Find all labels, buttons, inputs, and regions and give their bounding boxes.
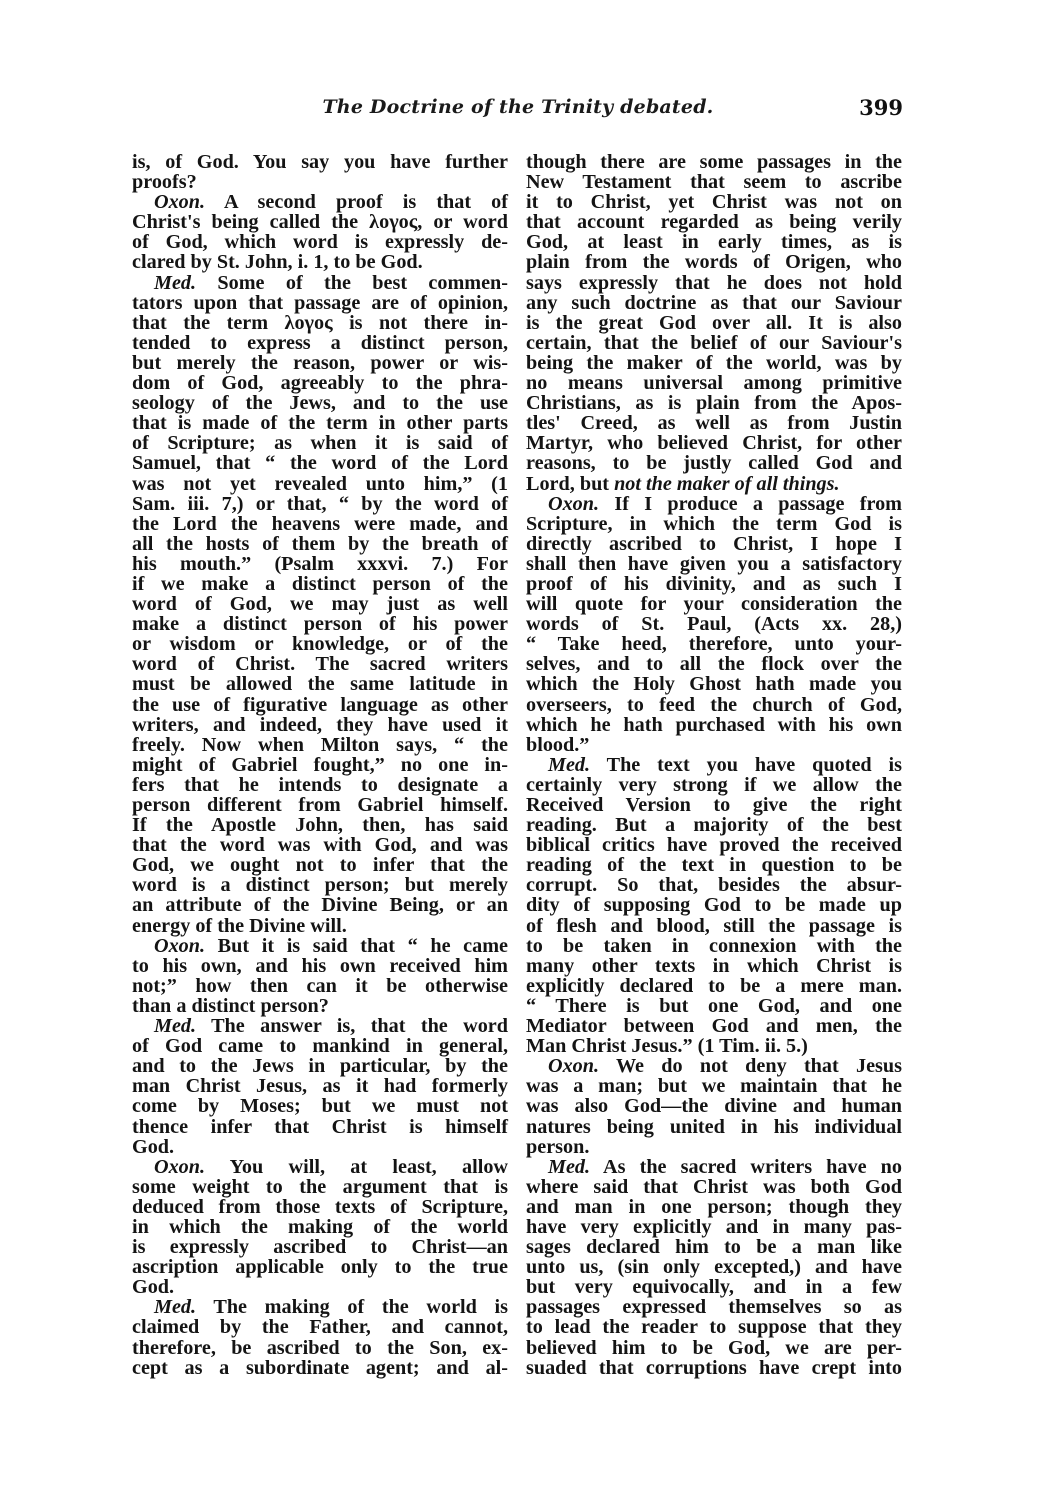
line-text: to be taken in connexion with the [526,934,902,957]
speaker-name: Oxon. [154,191,206,214]
line-text: Martyr, who believed Christ, for other [526,432,902,455]
speaker-name: Med. [154,1296,197,1319]
text-line [132,192,508,212]
text-line [526,1096,902,1116]
line-text: “ Take heed, therefore, unto your- [526,633,902,656]
text-line [526,273,902,293]
text-line [526,875,902,895]
line-text: if we make a distinct person of the [132,572,508,595]
text-line [132,594,508,614]
italic-emphasis: not the maker of all things. [614,472,840,495]
text-line [526,996,902,1016]
text-line [526,614,902,634]
text-line [526,1076,902,1096]
text-line [526,755,902,775]
text-line [132,393,508,413]
text-line [526,735,902,755]
text-line [132,1317,508,1337]
line-text: is the great God over all. It is also [526,311,902,334]
text-line [526,895,902,915]
text-line [132,835,508,855]
text-line [132,755,508,775]
text-line [132,534,508,554]
text-line [132,1016,508,1036]
line-text: the use of figurative language as other [132,693,508,716]
text-line [526,1217,902,1237]
line-text: which the Holy Ghost hath made you [526,673,902,696]
line-text: unto us, (sin only excepted,) and have [526,1256,902,1279]
line-text: some weight to the argument that is [132,1175,508,1198]
text-line [526,1257,902,1277]
line-text: Received Version to give the right [526,794,902,816]
text-line [526,1137,902,1157]
text-line [526,695,902,715]
line-text: God, we ought not to infer that the [132,854,508,877]
line-text: proof of his divinity, and as such I [526,572,902,595]
speaker-name: Oxon. [548,492,600,515]
text-line [526,795,902,815]
line-text: word is a distinct person; but merely [132,874,508,897]
line-text: suaded that corruptions have crept into [526,1356,902,1379]
line-text: energy of the Divine will. [132,914,347,937]
line-text: writers, and indeed, they have used it [132,713,508,736]
text-line [132,373,508,393]
text-line [526,1237,902,1257]
text-line [526,433,902,453]
line-text: selves, and to all the flock over the [526,653,902,676]
line-text: biblical critics have proved the received [526,834,902,857]
line-text: directly ascribed to Christ, I hope I [526,532,902,555]
text-line [132,313,508,333]
line-text: being the maker of the world, was by [526,351,902,374]
text-line [132,1137,508,1157]
text-line [526,353,902,373]
speaker-name: Med. [548,753,591,776]
line-text: As the sacred writers have no [590,1155,902,1178]
speaker-name: Med. [548,1155,591,1178]
text-line [132,634,508,654]
line-text: passages expressed themselves so as [526,1296,902,1319]
text-line [526,594,902,614]
text-line [526,916,902,936]
text-line [132,855,508,875]
text-line [132,996,508,1016]
line-text: which he hath purchased with his own [526,713,902,736]
line-text: thence infer that Christ is himself [132,1115,508,1138]
text-line [132,1177,508,1197]
line-text: therefore, be ascribed to the Son, ex- [132,1336,508,1359]
line-text: certain, that the belief of our Saviour's [526,331,902,354]
text-line [132,1076,508,1096]
text-line [526,674,902,694]
speaker-name: Oxon. [548,1055,600,1078]
line-text: is expressly ascribed to Christ—an [132,1236,508,1259]
line-text: You will, at least, allow [205,1155,508,1178]
text-line [132,433,508,453]
text-line [526,574,902,594]
line-text: of God came to mankind in general, [132,1035,508,1058]
text-line [132,152,508,172]
line-text: in which the making of the world [132,1215,508,1238]
line-text: Mediator between God and men, the [526,1015,902,1038]
text-line [526,534,902,554]
text-line [132,674,508,694]
text-line [132,695,508,715]
running-head [133,96,903,124]
line-text: though there are some passages in the [526,151,902,173]
text-line [132,1056,508,1076]
text-line [132,453,508,473]
text-line [526,252,902,272]
line-text: to his own, and his own received him [132,954,508,977]
line-text: the Lord the heavens were made, and [132,512,508,535]
right-column [526,152,902,1378]
line-text: If the Apostle John, then, has said [132,814,508,837]
text-line [132,715,508,735]
line-text: overseers, to feed the church of God, [526,693,902,716]
line-text: Samuel, that “ the word of the Lord [132,452,508,475]
line-text: man Christ Jesus, as it had formerly [132,1075,508,1098]
text-line [132,514,508,534]
text-line [526,313,902,333]
line-text: of Scripture; as when it is said of [132,432,508,455]
line-text: The answer is, that the word [196,1015,508,1038]
line-text: claimed by the Father, and cannot, [132,1316,508,1339]
line-text: but very equivocally, and in a few [526,1276,902,1299]
text-line [526,212,902,232]
line-text: clared by St. John, i. 1, to be God. [132,251,423,274]
text-line [526,1177,902,1197]
line-text: make a distinct person of his power [132,613,508,636]
line-text: God, at least in early times, as is [526,231,902,254]
text-line [132,815,508,835]
line-text: deduced from those texts of Scripture, [132,1195,508,1218]
line-text: corrupt. So that, besides the absur- [526,874,902,897]
line-text: was a man; but we maintain that he [526,1075,902,1098]
text-line [526,1036,902,1056]
text-line [526,634,902,654]
text-line [526,1056,902,1076]
line-text: that account regarded as being verily [526,211,902,234]
text-line [132,976,508,996]
text-line [132,895,508,915]
left-column [132,152,508,1378]
line-text: was not yet revealed unto him,” (1 [132,472,508,495]
line-text: is, of God. You say you have further [132,151,508,173]
text-line [132,1157,508,1177]
line-text: of flesh and blood, still the passage is [526,914,902,937]
text-line [526,855,902,875]
line-text: natures being united in his individual [526,1115,902,1138]
text-line [132,232,508,252]
text-line [132,735,508,755]
line-text: word of God, we may just as well [132,593,508,616]
line-text: his mouth.” (Psalm xxxvi. 7.) For [132,552,508,575]
line-text: an attribute of the Divine Being, or an [132,894,508,917]
page-number: 399 [859,95,903,120]
line-text: and to the Jews in particular, by the [132,1055,508,1078]
line-text: person different from Gabriel himself. [132,794,508,816]
text-line [526,232,902,252]
line-text: where said that Christ was both God [526,1175,902,1198]
text-line [132,413,508,433]
text-line [132,654,508,674]
text-line [526,494,902,514]
text-line [132,1277,508,1297]
text-line [132,1358,508,1378]
text-line [132,574,508,594]
text-line [526,514,902,534]
text-line [132,1197,508,1217]
text-line [526,976,902,996]
line-text: or wisdom or knowledge, or of the [132,633,508,656]
text-line [526,1297,902,1317]
line-text: Lord, but [526,472,615,495]
line-text: New Testament that seem to ascribe [526,171,902,194]
line-text: have very explicitly and in many pas- [526,1215,902,1238]
speaker-name: Oxon. [154,934,206,957]
text-line [132,494,508,514]
line-text: fers that he intends to designate a [132,773,508,796]
text-line [132,1217,508,1237]
line-text: shall then have given you a satisfactory [526,552,902,575]
line-text: seology of the Jews, and to the use [132,392,508,415]
text-line [526,1317,902,1337]
line-text: explicitly declared to be a mere man. [526,974,902,997]
line-text: freely. Now when Milton says, “ the [132,733,508,756]
line-text: A second proof is that of [205,191,508,214]
line-text: must be allowed the same latitude in [132,673,508,696]
line-text: Man Christ Jesus.” (1 Tim. ii. 5.) [526,1035,808,1058]
text-line [526,936,902,956]
text-line [526,474,902,494]
text-line [132,1117,508,1137]
speaker-name: Oxon. [154,1155,206,1178]
text-line [132,293,508,313]
text-line [132,273,508,293]
text-line [526,715,902,735]
text-line [526,554,902,574]
text-line [132,956,508,976]
line-text: no means universal among primitive [526,372,902,395]
text-line [526,333,902,353]
line-text: it to Christ, yet Christ was not on [526,191,902,214]
text-line [132,1096,508,1116]
text-line [526,1117,902,1137]
text-line [132,875,508,895]
text-line [526,1016,902,1036]
line-text: Sam. iii. 7,) or that, “ by the word of [132,492,508,515]
text-line [132,775,508,795]
line-text: sages declared him to be a man like [526,1236,902,1259]
text-line [132,474,508,494]
line-text: Some of the best commen- [196,271,508,294]
speaker-name: Med. [154,271,197,294]
line-text: blood.” [526,733,590,756]
text-line [526,1277,902,1297]
line-text: not;” how then can it be otherwise [132,974,508,997]
line-text: will quote for your consideration the [526,593,902,616]
text-line [526,192,902,212]
running-title: The Doctrine of the Trinity debated. [322,96,714,118]
text-line [526,152,902,172]
text-line [132,614,508,634]
line-text: believed him to be God, we are per- [526,1336,902,1359]
line-text: dom of God, agreeably to the phra- [132,372,508,395]
line-text: We do not deny that Jesus [599,1055,902,1078]
speaker-name: Med. [154,1015,197,1038]
line-text: but merely the reason, power or wis- [132,351,508,374]
line-text: proofs? [132,171,197,194]
text-line [132,1297,508,1317]
text-line [526,413,902,433]
line-text: that the term λογος is not there in- [132,311,508,334]
text-line [526,654,902,674]
text-line [526,373,902,393]
line-text: of God, which word is expressly de- [132,231,508,254]
text-line [526,393,902,413]
line-text: and man in one person; though they [526,1195,902,1218]
text-line [526,453,902,473]
line-text: any such doctrine as that our Saviour [526,291,902,314]
text-line [526,1157,902,1177]
text-line [132,936,508,956]
text-line [526,1197,902,1217]
text-line [132,1338,508,1358]
line-text: The making of the world is [196,1296,508,1319]
text-line [132,353,508,373]
text-line [526,1338,902,1358]
line-text: reading. But a majority of the best [526,814,902,837]
text-line [132,1036,508,1056]
text-line [132,212,508,232]
text-line [132,333,508,353]
line-text: that the word was with God, and was [132,834,508,857]
text-line [132,1257,508,1277]
line-text: ascription applicable only to the true [132,1256,508,1279]
text-line [132,252,508,272]
text-line [526,835,902,855]
line-text: come by Moses; but we must not [132,1095,508,1118]
text-line [132,916,508,936]
text-line [526,775,902,795]
line-text: If I produce a passage from [599,492,902,515]
line-text: tended to express a distinct person, [132,331,508,354]
line-text: plain from the words of Origen, who [526,251,902,274]
line-text: But it is said that “ he came [205,934,508,957]
text-line [132,795,508,815]
line-text: might of Gabriel fought,” no one in- [132,753,508,776]
line-text: that is made of the term in other parts [132,412,508,435]
line-text: many other texts in which Christ is [526,954,902,977]
line-text: than a distinct person? [132,994,329,1017]
text-line [526,956,902,976]
line-text: reading of the text in question to be [526,854,902,877]
line-text: cept as a subordinate agent; and al- [132,1356,508,1379]
text-line [526,1358,902,1378]
text-line [132,172,508,192]
line-text: was also God—the divine and human [526,1095,902,1118]
line-text: “ There is but one God, and one [526,994,902,1017]
text-line [132,554,508,574]
line-text: Christians, as is plain from the Apos- [526,392,902,415]
line-text: Christ's being called the λογος, or word [132,211,508,234]
line-text: words of St. Paul, (Acts xx. 28,) [526,613,902,636]
text-line [526,172,902,192]
line-text: tators upon that passage are of opinion, [132,291,508,314]
text-line [526,815,902,835]
line-text: says expressly that he does not hold [526,271,902,294]
line-text: dity of supposing God to be made up [526,894,902,917]
line-text: person. [526,1135,590,1158]
text-line [526,293,902,313]
line-text: word of Christ. The sacred writers [132,653,508,676]
line-text: God. [132,1135,175,1158]
line-text: Scripture, in which the term God is [526,512,902,535]
line-text: tles' Creed, as well as from Justin [526,412,902,435]
line-text: The text you have quoted is [590,753,902,776]
line-text: certainly very strong if we allow the [526,773,902,796]
text-line [132,1237,508,1257]
line-text: all the hosts of them by the breath of [132,532,508,555]
line-text: reasons, to be justly called God and [526,452,902,475]
line-text: to lead the reader to suppose that they [526,1316,902,1339]
line-text: God. [132,1276,175,1299]
